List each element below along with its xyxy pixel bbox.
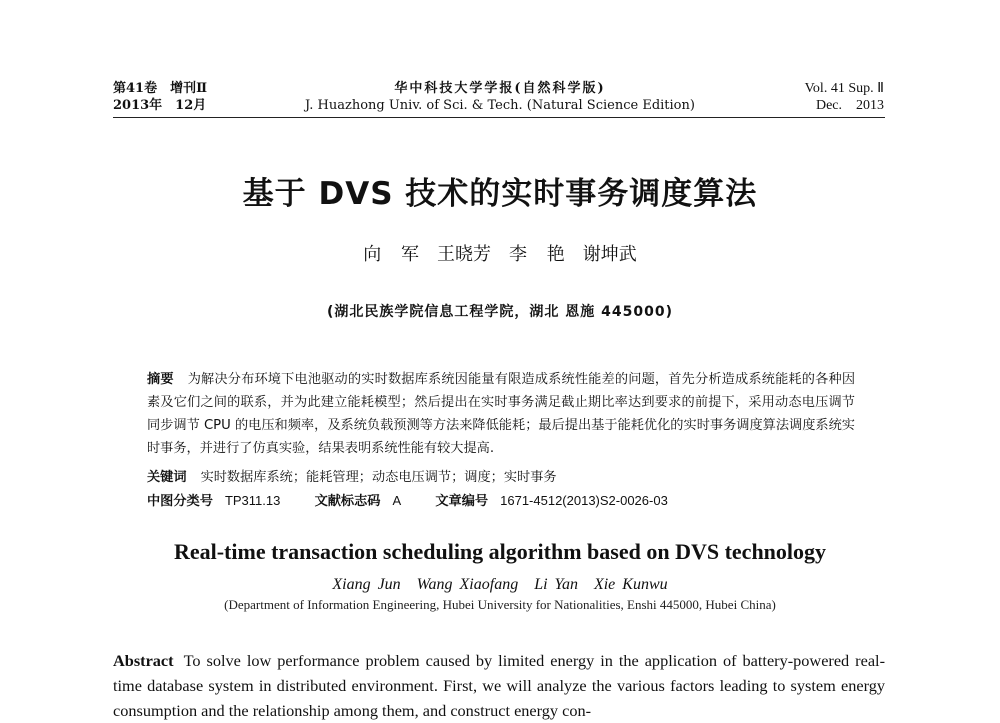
- volume-issue-en: Vol. 41 Sup. Ⅱ: [804, 81, 884, 96]
- authors-cn: 向 军 王晓芳 李 艳 谢坤武: [363, 244, 637, 265]
- affiliation-en: (Department of Information Engineering, Hubei University for Nationalities, Enshi 445000, Hubei China): [224, 597, 776, 612]
- article-number-label: 文章编号: [435, 494, 489, 509]
- clc-label: 中图分类号: [147, 494, 213, 509]
- affiliation-cn: (湖北民族学院信息工程学院，湖北 恩施 445000): [327, 304, 673, 320]
- abstract-cn-text: 为解决分布环境下电池驱动的实时数据库系统因能量有限造成系统性能差的问题，首先分析造成系统能耗的各种因素及它们之间的联系，并为此建立能耗模型；然后提出在实时事务满足截止期比率达到要求的前提下，采用动态电压调节同步调节 CPU 的电压和频率，及系统负载预测等方法来降低能耗；最后提出基于能耗优化的实时事务调度算法调度系统实时事务，并进行了仿真实验，结果表明系统性能有较大提高.: [147, 372, 855, 456]
- abstract-cn-label: 摘要: [147, 372, 174, 387]
- journal-name-en: J. Huazhong Univ. of Sci. & Tech. (Natural Science Edition): [305, 98, 695, 113]
- classification-line: [147, 490, 855, 509]
- authors-en: Xiang Jun Wang Xiaofang Li Yan Xie Kunwu: [332, 576, 668, 593]
- journal-volume-info: [113, 80, 207, 114]
- keywords-cn-label: 关键词: [147, 470, 187, 485]
- document-code: [315, 494, 406, 509]
- paper-title-cn: 基于 DVS 技术的实时事务调度算法: [242, 176, 758, 212]
- keywords-cn-text: 实时数据库系统；能耗管理；动态电压调节；调度；实时事务: [200, 470, 557, 485]
- abstract-en-text: To solve low performance problem caused by limited energy in the application of battery-powered real-time database system in distributed environment. First, we will analyze the various factors leading to system energy consumption and the relationship among them, and construct energy con-: [113, 651, 885, 720]
- journal-name-cn: 华中科技大学学报(自然科学版): [394, 81, 606, 96]
- year-month: 2013年 12月: [113, 98, 207, 113]
- abstract-cn: [147, 368, 855, 460]
- clc-number: [147, 494, 285, 509]
- journal-volume-info-en: [805, 80, 884, 114]
- clc-value: TP311.13: [224, 493, 281, 508]
- article-number: [435, 494, 667, 509]
- date-en: Dec. 2013: [815, 98, 884, 113]
- header-divider: [113, 117, 885, 118]
- paper-title-en: Real-time transaction scheduling algorithm based on DVS technology: [173, 539, 827, 564]
- abstract-en: [113, 648, 885, 723]
- document-code-label: 文献标志码: [314, 494, 381, 509]
- document-code-value: A: [392, 493, 402, 508]
- journal-name: [250, 80, 750, 114]
- abstract-en-label: Abstract: [113, 651, 174, 670]
- article-number-value: 1671-4512(2013)S2-0026-03: [500, 493, 668, 508]
- volume-issue: 第41卷 增刊Ⅱ: [113, 81, 208, 96]
- keywords-cn: [147, 466, 855, 485]
